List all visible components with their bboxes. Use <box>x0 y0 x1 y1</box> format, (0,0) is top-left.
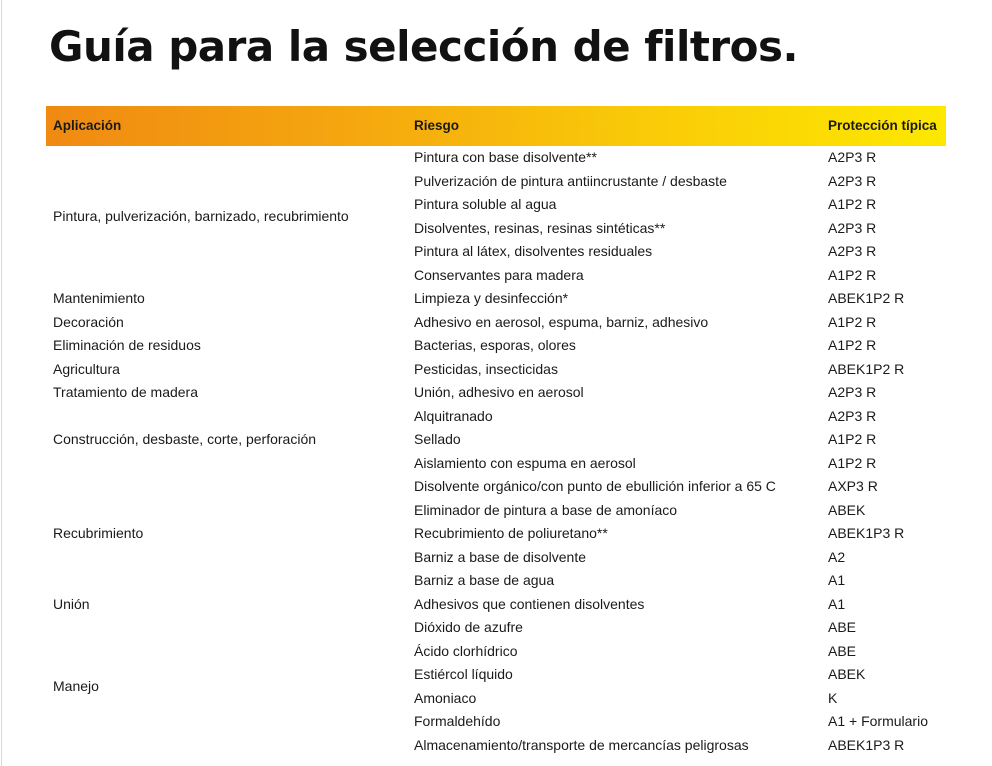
filter-selection-table <box>46 106 946 757</box>
protection-cell: K <box>828 689 838 706</box>
page-edge-divider <box>1 0 2 766</box>
risk-cell: Pintura al látex, disolventes residuales <box>414 243 653 260</box>
risk-cell: Conservantes para madera <box>414 266 584 283</box>
application-cell: Manejo <box>53 678 99 694</box>
protection-cell: A2P3 R <box>828 407 877 424</box>
table-row <box>46 358 946 382</box>
risk-cell: Sellado <box>414 431 461 448</box>
risk-cell: Adhesivo en aerosol, espuma, barniz, adhesivo <box>414 313 709 330</box>
table-row <box>46 405 946 429</box>
risk-cell: Disolventes, resinas, resinas sintéticas** <box>414 219 666 236</box>
protection-cell: A1 <box>828 572 846 589</box>
risk-cell: Bacterias, esporas, olores <box>414 337 576 354</box>
protection-cell: A1P2 R <box>828 313 877 330</box>
protection-cell: A1P2 R <box>828 337 877 354</box>
application-cell: Tratamiento de madera <box>53 384 198 401</box>
protection-cell: ABEK1P3 R <box>828 525 905 542</box>
table-row <box>46 311 946 335</box>
column-header-risk: Riesgo <box>414 118 460 133</box>
risk-cell: Pesticidas, insecticidas <box>414 360 558 377</box>
application-cell: Eliminación de residuos <box>53 337 201 354</box>
protection-cell: ABEK <box>828 501 866 518</box>
table-row <box>46 593 946 617</box>
protection-cell: A1P2 R <box>828 196 877 213</box>
protection-cell: A1P2 R <box>828 266 877 283</box>
table-row <box>46 616 946 640</box>
risk-cell: Eliminador de pintura a base de amoníaco <box>414 501 678 518</box>
table-row <box>46 287 946 311</box>
protection-cell: A2P3 R <box>828 384 877 401</box>
protection-cell: ABEK1P3 R <box>828 736 905 753</box>
protection-cell: A2 <box>828 548 846 565</box>
application-cell: Agricultura <box>53 360 120 377</box>
protection-cell: ABEK <box>828 666 866 683</box>
risk-cell: Amoniaco <box>414 689 477 706</box>
protection-cell: ABE <box>828 619 857 636</box>
risk-cell: Disolvente orgánico/con punto de ebullición inferior a 65 C <box>414 478 776 495</box>
table-header-row <box>46 106 946 146</box>
application-cell: Mantenimiento <box>53 290 145 307</box>
table-row <box>46 146 946 170</box>
column-header-application: Aplicación <box>53 118 122 133</box>
risk-cell: Recubrimiento de poliuretano** <box>414 525 608 542</box>
protection-cell: A1P2 R <box>828 454 877 471</box>
risk-cell: Dióxido de azufre <box>414 619 523 636</box>
table-row <box>46 381 946 405</box>
protection-cell: A2P3 R <box>828 149 877 166</box>
risk-cell: Aislamiento con espuma en aerosol <box>414 454 636 471</box>
column-header-protection: Protección típica <box>828 118 937 133</box>
application-cell: Recubrimiento <box>53 525 144 542</box>
table-body <box>46 146 946 757</box>
application-cell: Decoración <box>53 313 124 330</box>
risk-cell: Almacenamiento/transporte de mercancías peligrosas <box>414 736 749 753</box>
application-cell: Pintura, pulverización, barnizado, recubrimiento <box>53 208 349 224</box>
risk-cell: Pintura soluble al agua <box>414 196 557 213</box>
risk-cell: Adhesivos que contienen disolventes <box>414 595 645 612</box>
risk-cell: Limpieza y desinfección* <box>414 290 569 307</box>
risk-cell: Estiércol líquido <box>414 666 513 683</box>
table-row <box>46 475 946 499</box>
risk-cell: Pintura con base disolvente** <box>414 149 597 166</box>
protection-cell: A2P3 R <box>828 172 877 189</box>
protection-cell: AXP3 R <box>828 478 878 495</box>
protection-cell: ABE <box>828 642 857 659</box>
protection-cell: A1P2 R <box>828 431 877 448</box>
table-header <box>46 106 946 146</box>
page-title: Guía para la selección de filtros. <box>49 22 798 71</box>
risk-cell: Formaldehído <box>414 713 501 730</box>
protection-cell: A2P3 R <box>828 243 877 260</box>
application-cell: Construcción, desbaste, corte, perforación <box>53 431 317 448</box>
risk-cell: Alquitranado <box>414 407 493 424</box>
protection-cell: ABEK1P2 R <box>828 360 905 377</box>
protection-cell: ABEK1P2 R <box>828 290 905 307</box>
table-row <box>46 334 946 358</box>
risk-cell: Ácido clorhídrico <box>414 642 518 659</box>
protection-cell: A2P3 R <box>828 219 877 236</box>
application-cell: Unión <box>53 595 90 612</box>
protection-cell: A1 + Formulario <box>828 713 928 730</box>
risk-cell: Barniz a base de disolvente <box>414 548 586 565</box>
protection-cell: A1 <box>828 595 846 612</box>
risk-cell: Barniz a base de agua <box>414 572 555 589</box>
risk-cell: Unión, adhesivo en aerosol <box>414 384 584 401</box>
risk-cell: Pulverización de pintura antiincrustante / desbaste <box>414 172 727 189</box>
